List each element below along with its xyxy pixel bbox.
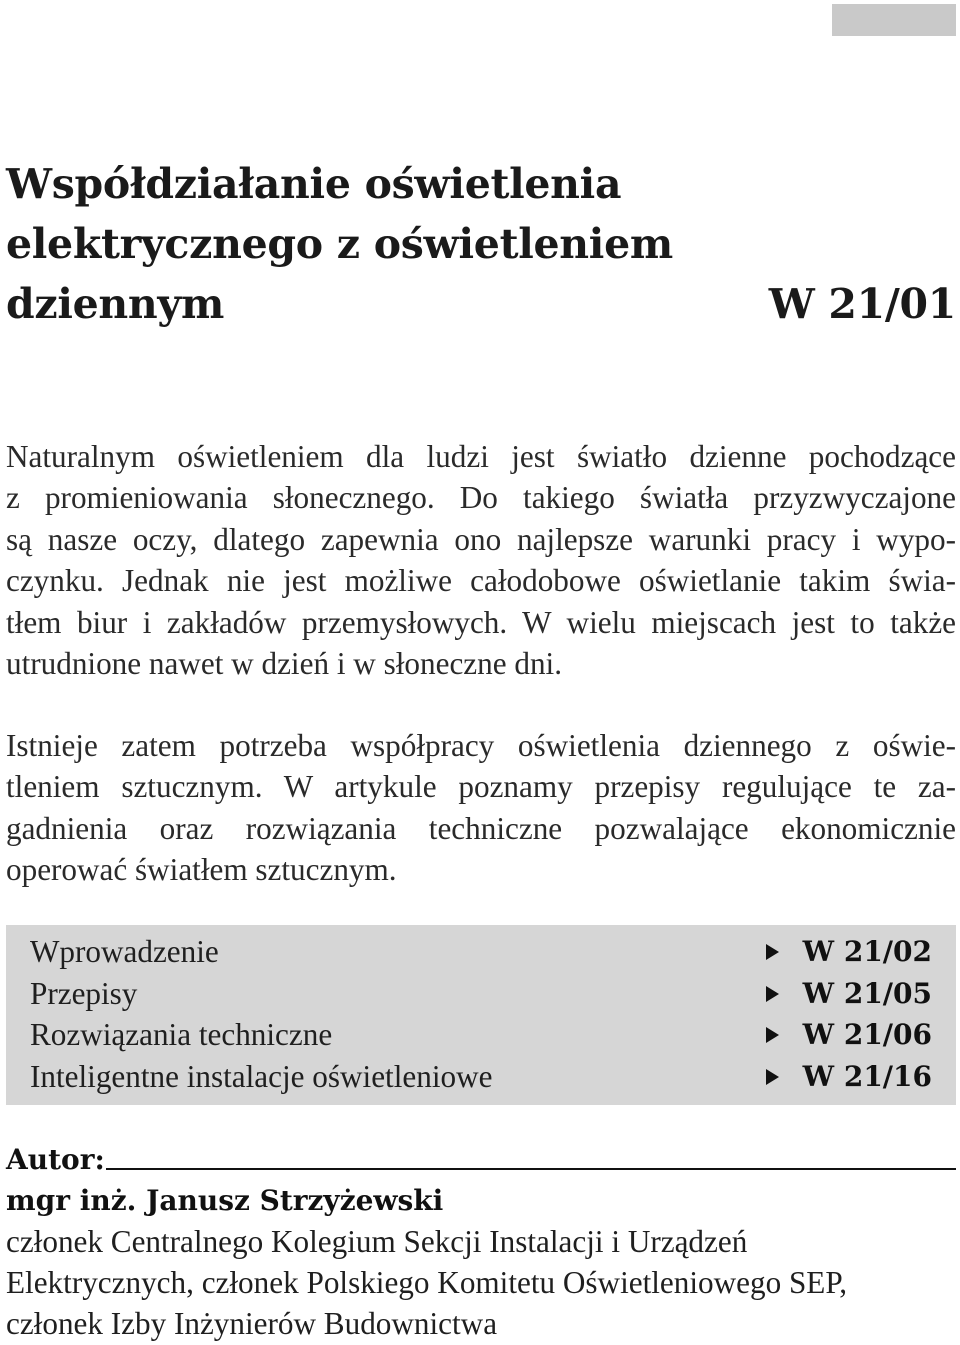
toc-item-rozwiazania-techniczne[interactable] xyxy=(6,1014,956,1055)
triangle-right-icon xyxy=(766,1027,779,1043)
toc-item-code: W 21/02 xyxy=(802,935,932,968)
title-line-3-row xyxy=(6,274,956,334)
paragraph-line: z promieniowania słonecznego. Do takiego światła przyzwyczajone xyxy=(6,480,956,516)
paragraph-line: Naturalnym oświetleniem dla ludzi jest światło dzienne pochodzące xyxy=(6,439,956,474)
toc-item-wprowadzenie[interactable] xyxy=(6,931,956,972)
paragraph-line: tleniem sztucznym. W artykule poznamy przepisy regulujące te za- xyxy=(6,769,956,805)
paragraph-line: tłem biur i zakładów przemysłowych. W wielu miejscach jest to także xyxy=(6,604,956,640)
paragraph-line: gadnienia oraz rozwiązania techniczne pozwalające ekonomicznie xyxy=(6,810,956,846)
paragraph-line: Istnieje zatem potrzeba współpracy oświetlenia dziennego z oświe- xyxy=(6,728,956,763)
toc-item-code: W 21/06 xyxy=(802,1018,932,1051)
author-header xyxy=(6,1139,956,1181)
corner-tab-marker xyxy=(832,4,956,36)
author-description-line: Elektrycznych, członek Polskiego Komitetu Oświetleniowego SEP, xyxy=(6,1265,848,1300)
paragraph-line: są nasze oczy, dlatego zapewnia ono najlepsze warunki pracy i wypo- xyxy=(6,521,956,557)
author-divider xyxy=(106,1168,956,1170)
toc-item-label: Inteligentne instalacje oświetleniowe xyxy=(30,1059,493,1094)
author-description-line: członek Izby Inżynierów Budownictwa xyxy=(6,1306,498,1341)
page-title xyxy=(6,154,956,334)
triangle-right-icon xyxy=(766,944,779,960)
title-line-1: Współdziałanie oświetlenia xyxy=(6,160,622,208)
toc-item-label: Wprowadzenie xyxy=(30,934,219,969)
author-name: mgr inż. Janusz Strzyżewski xyxy=(6,1184,444,1217)
table-of-contents xyxy=(6,925,956,1105)
paragraph-line: czynku. Jednak nie jest możliwe całodobowe oświetlanie takim świa- xyxy=(6,563,956,599)
intro-paragraph-1 xyxy=(6,436,956,684)
toc-item-przepisy[interactable] xyxy=(6,973,956,1014)
author-description-line: członek Centralnego Kolegium Sekcji Instalacji i Urządzeń xyxy=(6,1224,748,1259)
toc-item-label: Przepisy xyxy=(30,976,138,1011)
triangle-right-icon xyxy=(766,1069,779,1085)
intro-paragraph-2 xyxy=(6,725,956,891)
paragraph-line: utrudnione nawet w dzień i w słoneczne dni. xyxy=(6,646,563,682)
title-line-2: elektrycznego z oświetleniem xyxy=(6,220,673,268)
paragraph-line: operować światłem sztucznym. xyxy=(6,852,397,888)
title-line-3: dziennym xyxy=(6,280,225,328)
section-code: W 21/01 xyxy=(768,280,956,328)
triangle-right-icon xyxy=(766,986,779,1002)
toc-item-inteligentne-instalacje[interactable] xyxy=(6,1056,956,1097)
toc-item-code: W 21/16 xyxy=(802,1060,932,1093)
author-label: Autor: xyxy=(6,1143,105,1176)
toc-item-code: W 21/05 xyxy=(802,977,932,1010)
author-description xyxy=(6,1221,956,1344)
toc-item-label: Rozwiązania techniczne xyxy=(30,1017,333,1052)
